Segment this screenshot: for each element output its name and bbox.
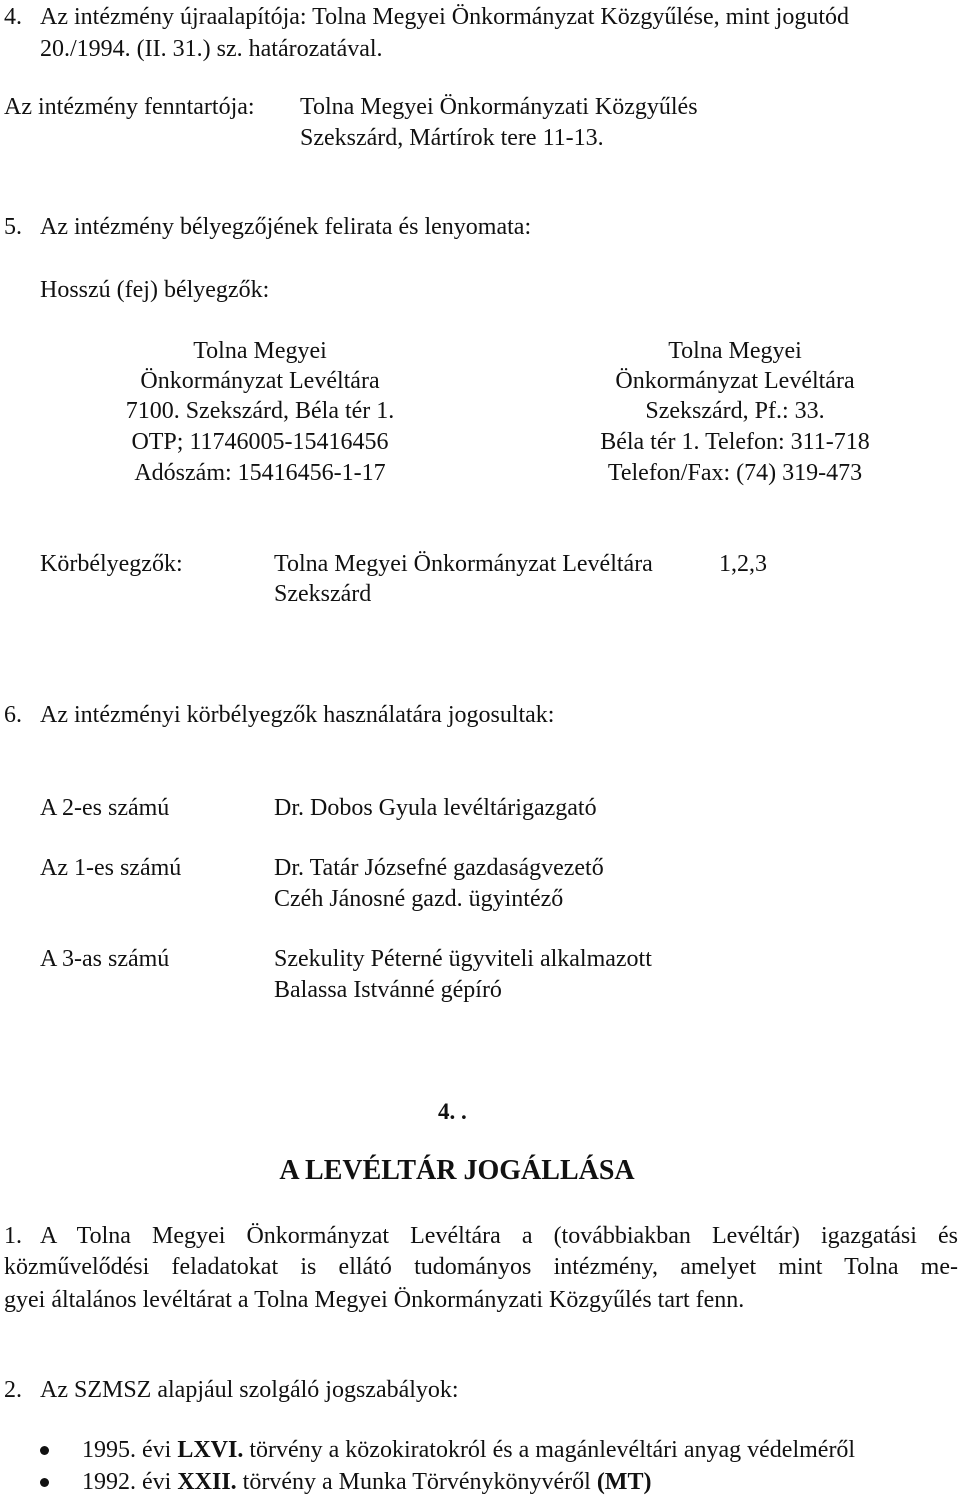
item-4-line2: 20./1994. (II. 31.) sz. határozatával. bbox=[40, 36, 383, 62]
stamp-left-line: Önkormányzat Levéltára bbox=[140, 368, 380, 394]
list-item bbox=[82, 1470, 651, 1494]
bullet-icon bbox=[40, 1478, 49, 1487]
stamp-right-line: Szekszárd, Pf.: 33. bbox=[645, 398, 825, 424]
authorized-person: Szekulity Péterné ügyviteli alkalmazott bbox=[274, 946, 652, 972]
chapter-number: 4. . bbox=[438, 1099, 467, 1124]
stamp-right-line: Béla tér 1. Telefon: 311-718 bbox=[600, 429, 870, 455]
list-item bbox=[82, 1438, 855, 1462]
law-year: 1995. évi bbox=[82, 1437, 172, 1463]
authorized-person: Balassa Istvánné gépíró bbox=[274, 977, 502, 1003]
para-1-line3: gyei általános levéltárat a Tolna Megyei Önkormányzati Közgyűlés tart fenn. bbox=[4, 1287, 745, 1313]
law-year: 1992. évi bbox=[82, 1469, 172, 1495]
para-2-title: Az SZMSZ alapjául szolgáló jogszabályok: bbox=[40, 1377, 459, 1403]
authorized-person: Dr. Dobos Gyula levéltárigazgató bbox=[274, 795, 597, 821]
stamp-right-line: Önkormányzat Levéltára bbox=[615, 368, 855, 394]
long-stamps-label: Hosszú (fej) bélyegzők: bbox=[40, 277, 270, 303]
item-5-number: 5. bbox=[4, 214, 22, 240]
law-text: törvény a közokiratokról és a magánlevéltári anyag védelméről bbox=[249, 1437, 856, 1463]
item-4-line1: Az intézmény újraalapítója: Tolna Megyei Önkormányzat Közgyűlése, mint jogutód bbox=[40, 4, 849, 30]
round-stamp-name: Tolna Megyei Önkormányzat Levéltára bbox=[274, 551, 653, 577]
authorized-stamp: Az 1-es számú bbox=[40, 855, 182, 881]
law-abbreviation: (MT) bbox=[596, 1469, 652, 1495]
maintainer-name: Tolna Megyei Önkormányzati Közgyűlés bbox=[300, 94, 698, 120]
round-stamp-city: Szekszárd bbox=[274, 581, 372, 607]
para-1-line1: A Tolna Megyei Önkormányzat Levéltára a (továbbiakban Levéltár) igazgatási és bbox=[40, 1223, 958, 1249]
law-text: törvény a Munka Törvénykönyvéről bbox=[242, 1469, 591, 1495]
stamp-left-line: 7100. Szekszárd, Béla tér 1. bbox=[125, 398, 395, 424]
law-number: XXII. bbox=[177, 1469, 237, 1495]
law-number: LXVI. bbox=[177, 1437, 244, 1463]
item-5-title: Az intézmény bélyegzőjének felirata és lenyomata: bbox=[40, 214, 532, 240]
bullet-icon bbox=[40, 1446, 49, 1455]
stamp-left-line: OTP; 11746005-15416456 bbox=[131, 429, 389, 455]
authorized-person: Czéh Jánosné gazd. ügyintéző bbox=[274, 886, 564, 912]
maintainer-label: Az intézmény fenntartója: bbox=[4, 94, 255, 120]
round-stamps-label: Körbélyegzők: bbox=[40, 551, 183, 577]
para-2-number: 2. bbox=[4, 1377, 22, 1403]
chapter-title: A LEVÉLTÁR JOGÁLLÁSA bbox=[279, 1155, 635, 1186]
item-6-title: Az intézményi körbélyegzők használatára jogosultak: bbox=[40, 702, 555, 728]
stamp-left-line: Tolna Megyei bbox=[193, 338, 327, 364]
maintainer-address: Szekszárd, Mártírok tere 11-13. bbox=[300, 125, 604, 151]
authorized-stamp: A 2-es számú bbox=[40, 795, 170, 821]
stamp-right-line: Tolna Megyei bbox=[668, 338, 802, 364]
item-6-number: 6. bbox=[4, 702, 22, 728]
authorized-person: Dr. Tatár Józsefné gazdaságvezető bbox=[274, 855, 604, 881]
para-1-line2: közművelődési feladatokat is ellátó tudományos intézmény, amelyet mint Tolna me- bbox=[4, 1254, 958, 1280]
authorized-stamp: A 3-as számú bbox=[40, 946, 170, 972]
stamp-right-line: Telefon/Fax: (74) 319-473 bbox=[607, 460, 863, 486]
para-1-number: 1. bbox=[4, 1223, 22, 1249]
round-stamp-numbers: 1,2,3 bbox=[719, 551, 767, 577]
item-4-number: 4. bbox=[4, 4, 22, 30]
stamp-left-line: Adószám: 15416456-1-17 bbox=[134, 460, 386, 486]
